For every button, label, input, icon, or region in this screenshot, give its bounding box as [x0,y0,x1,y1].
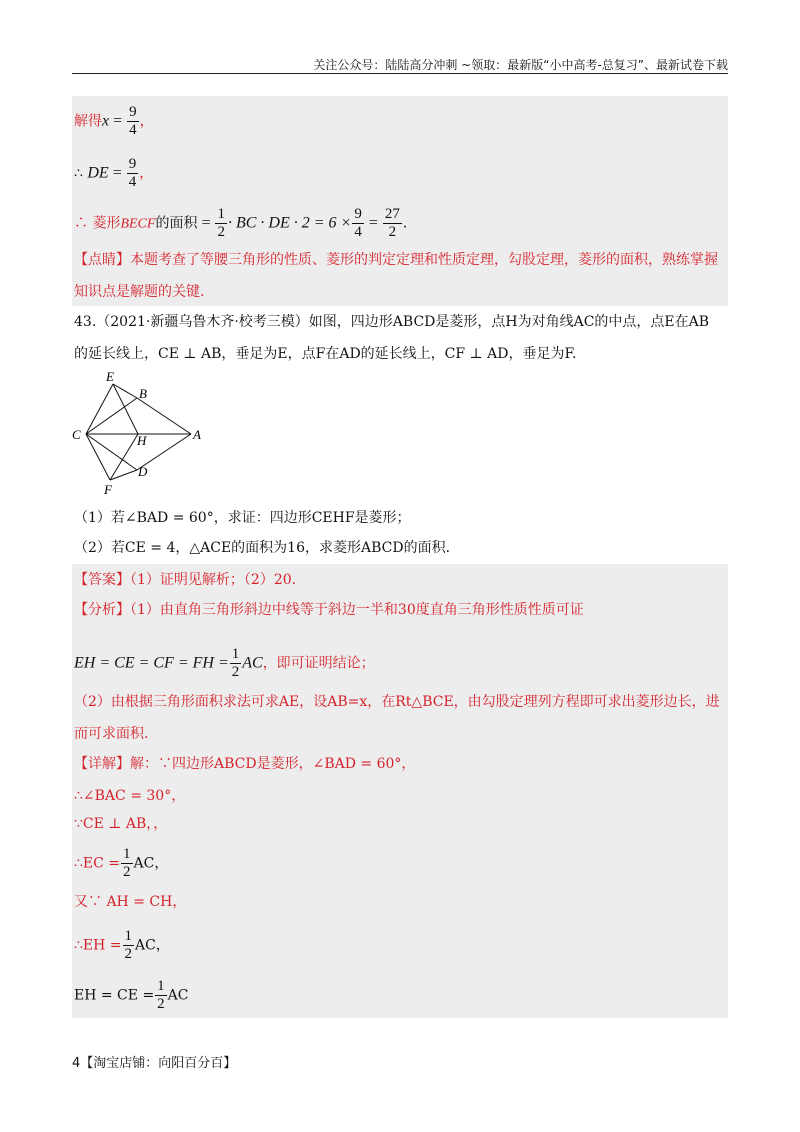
de-fraction: $\frac{9}{4}$ [128,156,137,190]
label-a: A [193,427,201,442]
half-fraction: $\frac{1}{2}$ [217,206,225,240]
detail-line-3: ∵CE ⊥ AB，， [74,816,168,832]
solve-x-line: 解得x = $\frac{9}{4}$ ， [74,104,154,138]
analysis-line-2: （2）由根据三角形面积求法可求AE，设AB=x，在Rt△BCE，由勾股定理列方程即可求出菱形边长，进 [74,694,720,710]
therefore-symbol: ∴ [74,165,88,182]
eq-right: AC [242,654,263,672]
detail4-right: AC， [133,855,169,872]
rhombus-figure [66,368,216,498]
nine-quarter-fraction: $\frac{9}{4}$ [354,206,362,240]
label-f: F [104,482,112,497]
detail-line-6 [74,928,170,963]
detail6-right: AC， [135,937,170,954]
area-prefix: ∴ 菱形 [74,215,121,232]
area-shape: BECF [120,216,156,232]
problem-line-2: 的延长线上，CE ⊥ AB，垂足为E，点F在AD的延长线上，CF ⊥ AD，垂足为F. [74,346,577,362]
eq-half: $\frac{1}{2}$ [231,646,240,680]
problem-line-1: 43.（2021·新疆乌鲁木齐·校考三模）如图，四边形ABCD是菱形，点H为对角线AC的中点，点E在AB [74,314,710,330]
label-c: C [72,427,81,442]
detail4-left: ∴EC = [74,855,121,872]
area-mid: 的面积 [155,215,198,232]
analysis-line-1: 【分析】（1）由直角三角形斜边中线等于斜边一半和30度直角三角形性质性质可证 [74,602,584,618]
detail4-half: $\frac{1}{2}$ [123,846,131,880]
question-1: （1）若∠BAD = 60°，求证：四边形CEHF是菱形； [74,510,411,526]
de-var: DE [87,164,109,182]
area-expr: · BC · DE · 2 = 6 × [227,214,352,232]
analysis-line-3: 而可求面积. [74,726,149,742]
dianjing-line-2: 知识点是解题的关键. [74,284,205,300]
label-b: B [139,386,147,401]
page-header: 关注公众号：陆陆高分冲刺 ~领取：最新版“小中高考-总复习”、最新试卷下载 [313,58,728,72]
detail7-right: AC [167,987,189,1004]
detail6-left: ∴EH = [74,937,122,954]
x-fraction: $\frac{9}{4}$ [129,104,137,138]
page-footer: 4【淘宝店铺：向阳百分百】 [72,1056,237,1071]
header-rule [72,73,728,74]
prev-solution-block [72,96,728,306]
x-var: x [102,112,110,130]
detail7-left: EH = CE = [74,987,155,1004]
solve-x-prefix: 解得 [74,113,102,130]
answer-line: 【答案】（1）证明见解析；（2）20. [74,572,297,588]
analysis-eq-line [74,646,375,681]
detail-line-1: 【详解】解：∵四边形ABCD是菱形，∠BAD = 60°， [74,756,416,772]
de-line: ∴ DE = $\frac{9}{4}$ ， [74,156,154,190]
eq-left: EH = CE = CF = FH = [74,654,229,672]
question-2: （2）若CE = 4，△ACE的面积为16，求菱形ABCD的面积. [74,540,451,556]
detail-line-5: 又∵ AH = CH， [74,894,187,910]
result-fraction: $\frac{27}{2}$ [384,206,400,240]
dianjing-line-1: 【点睛】本题考查了等腰三角形的性质、菱形的判定定理和性质定理，勾股定理，菱形的面积，熟练掌握 [74,252,718,268]
eq-tail: ，即可证明结论； [262,655,375,672]
label-d: D [138,464,148,479]
detail-line-4 [74,846,168,881]
label-e: E [106,369,114,384]
detail6-half: $\frac{1}{2}$ [124,928,133,962]
detail7-half: $\frac{1}{2}$ [157,978,165,1012]
detail-line-7 [74,978,189,1013]
area-line: ∴ 菱形BECF的面积 = $\frac{1}{2}$ · BC · DE · 2 = 6 × $\frac{9}{4}$ = $\frac{27}{2}$ . [74,206,408,240]
label-h: H [137,433,147,448]
detail-line-2: ∴∠BAC = 30°， [74,788,186,804]
